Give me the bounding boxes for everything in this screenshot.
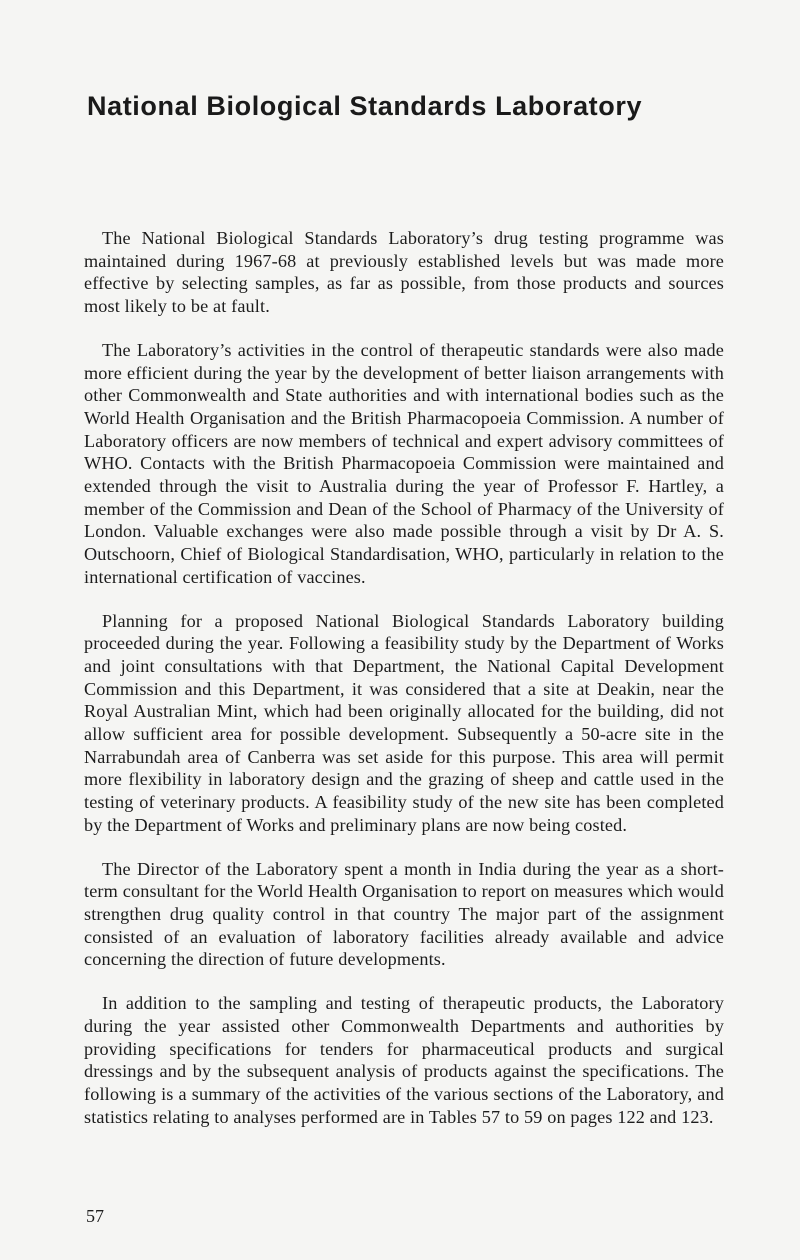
paragraph-3: Planning for a proposed National Biological Standards Laboratory building proceeded during the year. Following a feasibility study by the Department of Works and joint consultations with that Department, the National Capital Development Commission and this Department, it was considered that a site at Deakin, near the Royal Australian Mint, which had been originally allocated for the building, did not allow sufficient area for possible development. Subsequently a 50-acre site in the Narrabundah area of Canberra was set aside for this purpose. This area will permit more flexibility in laboratory design and the grazing of sheep and cattle used in the testing of veterinary products. A feasibility study of the new site has been completed by the Department of Works and preliminary plans are now being costed.: [84, 610, 724, 835]
paragraph-5: In addition to the sampling and testing of therapeutic products, the Laboratory during the year assisted other Commonwealth Departments and authorities by providing specifications for tenders for pharmaceutical products and surgical dressings and by the subsequent analysis of products against the specifications. The following is a summary of the activities of the various sections of the Laboratory, and statistics relating to analyses performed are in Tables 57 to 59 on pages 122 and 123.: [84, 993, 724, 1127]
paragraph-1: The National Biological Standards Laboratory’s drug testing programme was maintained during 1967-68 at previously established levels but was made more effective by selecting samples, as far as possible, from those products and sources most likely to be at fault.: [84, 228, 724, 317]
paragraph-4: The Director of the Laboratory spent a month in India during the year as a short-term consultant for the World Health Organisation to report on measures which would strengthen drug quality control in that country The major part of the assignment consisted of an evaluation of laboratory facilities already available and advice concerning the direction of future developments.: [84, 858, 724, 970]
page-number: 57: [86, 1206, 104, 1226]
body-text: [84, 227, 724, 1149]
paragraph-2: The Laboratory’s activities in the control of therapeutic standards were also made more efficient during the year by the development of better liaison arrangements with other Commonwealth and State authorities and with international bodies such as the World Health Organisation and the British Pharmacopoeia Commission. A number of Laboratory officers are now members of technical and expert advisory committees of WHO. Contacts with the British Pharmacopoeia Commission were maintained and extended through the visit to Australia during the year of Professor F. Hartley, a member of the Commission and Dean of the School of Pharmacy of the University of London. Valuable exchanges were also made possible through a visit by Dr A. S. Outschoorn, Chief of Biological Standardisation, WHO, particularly in relation to the international certification of vaccines.: [84, 339, 724, 587]
page-title: National Biological Standards Laboratory: [87, 91, 643, 121]
